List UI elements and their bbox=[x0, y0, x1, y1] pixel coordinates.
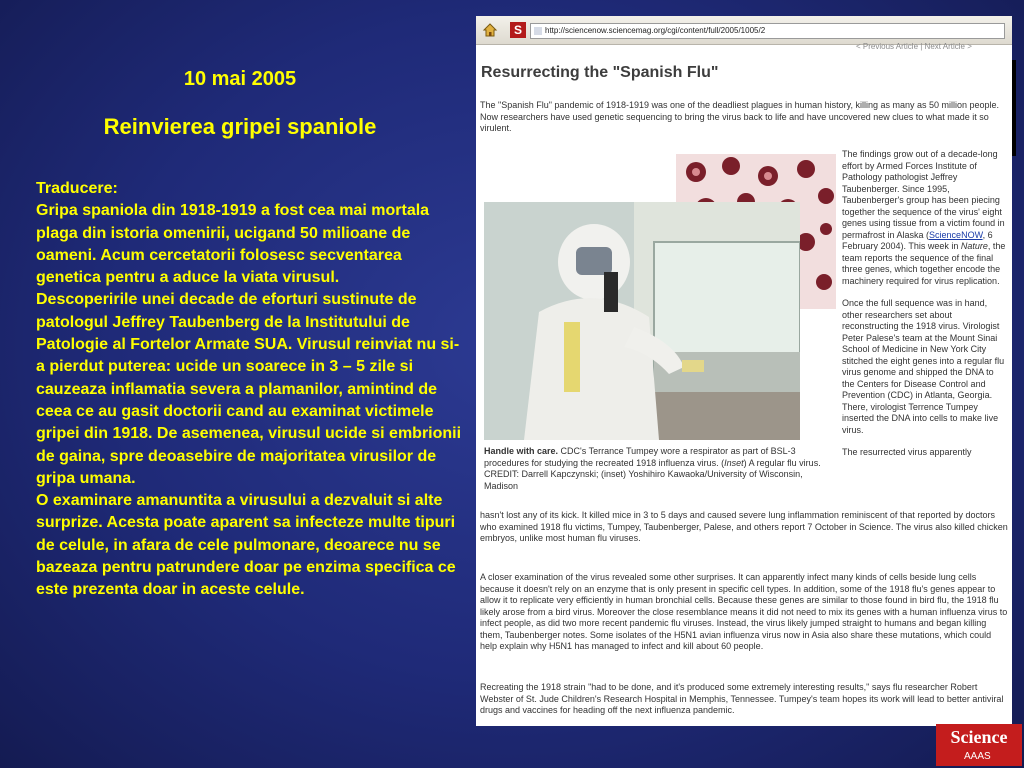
edge-strip bbox=[1012, 60, 1016, 156]
translation-heading: Traducere: bbox=[36, 180, 118, 197]
slide-date: 10 mai 2005 bbox=[183, 68, 297, 90]
photo-credit: CREDIT: Darrell Kapczynski; (inset) Yoshihiro Kawaoka/University of Wisconsin, Madison bbox=[484, 469, 803, 491]
article-paragraph: Recreating the 1918 strain "had to be done, and it's produced some extremely interesting results," says flu researcher Robert Webster of St. Jude Children's Research Hospital in Memphis, Tennessee. Tumpey's team hopes its work will lead to better antiviral drugs and vaccines for heading off the next influenza pandemic. bbox=[480, 682, 1004, 715]
aaas-logo-text: AAAS bbox=[964, 751, 991, 762]
translation-paragraph: Gripa spaniola din 1918-1919 a fost cea mai mortala plaga din istoria omenirii, ucigand 50 milioane de oameni. Acum cercetatorii folosesc secventarea genetica pentru a aduce la viata virusul. bbox=[36, 202, 430, 287]
url-text: http://sciencenow.sciencemag.org/cgi/content/full/2005/1005/2 bbox=[545, 26, 766, 35]
lab-researcher-photo bbox=[484, 202, 800, 440]
translation-paragraph: O examinare amanuntita a virusului a dezvaluit si alte surprize. Acesta poate aparent sa infecteze multe tipuri de celule, in afara de cele pulmonare, deoarece nu se bazeaza pentru patrundere doar pe enzima specifica ce este prezenta doar in aceste celule. bbox=[36, 492, 456, 599]
article-side-column bbox=[842, 149, 1006, 470]
browser-toolbar bbox=[476, 16, 1012, 45]
article-paragraph: hasn't lost any of its kick. It killed mice in 3 to 5 days and caused severe lung inflammation reminiscent of that reported by doctors who examined 1918 flu victims, Tumpey, Taubenberger, Palese, and others report 7 October in Science. The virus also killed chicken embryos, unlike most human flu viruses. bbox=[480, 510, 1008, 543]
article-screenshot bbox=[476, 16, 1012, 726]
science-aaas-logo bbox=[936, 724, 1022, 766]
photo-caption: Handle with care. CDC's Terrance Tumpey wore a respirator as part of BSL-3 procedures for studying the recreated 1918 influenza virus. (Inset) A regular flu virus. CREDIT: Darrell Kapczynski; (inset) Yoshihiro Kawaoka/University of Wisconsin, Madison bbox=[484, 446, 821, 491]
home-icon[interactable] bbox=[482, 22, 498, 38]
science-logo-text: Science bbox=[950, 727, 1008, 747]
article-paragraph: The findings grow out of a decade-long effort by Armed Forces Institute of Pathology pathologist Jeffrey Taubenberger. Since 1995, Taubenberger's group has been piecing together the sequence of the virus' eight genes using tissue from a victim found in permafrost in Alaska (ScienceNOW, 6 February 2004). This week in Nature, the team reports the sequence of the final three genes, which together encode the machinery required for virus replication. bbox=[842, 149, 1006, 286]
sciencenow-link[interactable]: ScienceNOW bbox=[929, 229, 983, 240]
address-bar[interactable] bbox=[530, 23, 1005, 39]
translation-paragraph: Descoperirile unei decade de eforturi sustinute de patologul Jeffrey Taubenberg de la Institutului de Patologie al Fortelor Armate SUA. Virusul reinviat nu si-a pierdut puterea: ucide un soarece in 3 – 5 zile si cauzeaza inflamatia severa a plamanilor, amintind de ceea ce au gasit doctorii cand au examinat victimele gripei din 1918. De asemenea, virusul ucide si embrionii de gaina, spre deoasebire de majoritatea virusilor de gripa umana. bbox=[36, 291, 462, 487]
article-lead: The "Spanish Flu" pandemic of 1918-1919 was one of the deadliest plagues in human history, killing as many as 50 million people. Now researchers have used genetic sequencing to bring the virus back to life and have uncovered new clues to what made it so virulent. bbox=[480, 100, 1000, 133]
translation-text bbox=[36, 178, 468, 602]
article-paragraph: The resurrected virus apparently bbox=[842, 447, 972, 457]
article-paragraph: Once the full sequence was in hand, other researchers set about reconstructing the 1918 virus. Virologist Peter Palese's team at the Mount Sinai School of Medicine in New York City stitched the eight genes into a regular flu virus genome and shipped the DNA to the Centers for Disease Control and Prevention (CDC) in Atlanta, Georgia. There, virologist Terrence Tumpey inserted the DNA into cells to make live virus. bbox=[842, 298, 1005, 435]
article-nav-links[interactable]: < Previous Article | Next Article > bbox=[856, 42, 972, 51]
article-title: Resurrecting the "Spanish Flu" bbox=[481, 64, 719, 81]
article-paragraph: A closer examination of the virus revealed some other surprises. It can apparently infect many kinds of cells beside lung cells because it doesn't rely on an enzyme that is only present in specific cell types. In addition, some of the 1918 flu's genes appear to allow it to replicate very efficiently in human bronchial cells. Because these genes are similar to those found in bird flu, the 1918 flu likely arose from a bird virus. Moreover the close resemblance means it did not need to mix its genes with a human influenza virus to infect people, as did two more recent pandemic flu viruses. Instead, the virus likely jumped straight to humans and began killing them, Taubenberger notes. Some isolates of the H5N1 avian influenza virus now in Asia also share these mutations, which could help explain why H5N1 has managed to infect and kill about 60 people. bbox=[480, 572, 1008, 651]
site-favicon-icon: S bbox=[510, 22, 526, 38]
page-icon bbox=[534, 27, 542, 35]
slide-title: Reinvierea gripei spaniole bbox=[103, 114, 377, 139]
